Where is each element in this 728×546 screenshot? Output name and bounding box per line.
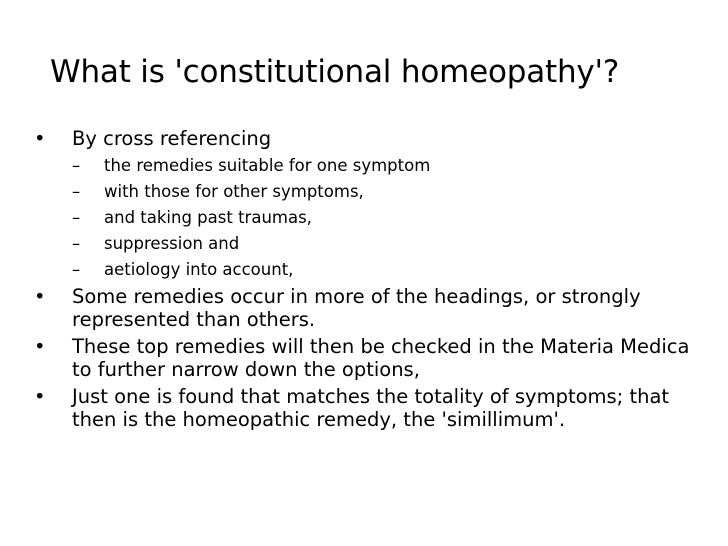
bullet-marker: •: [34, 285, 46, 308]
sub-bullet-text: the remedies suitable for one symptom: [104, 156, 431, 175]
bullet-text: Some remedies occur in more of the headings, or strongly represented than others.: [72, 285, 641, 331]
bullet-text: Just one is found that matches the totality of symptoms; that then is the homeopathic remedy, the 'simillimum'.: [72, 385, 670, 431]
sub-bullet-marker: –: [72, 260, 81, 279]
bullet-marker: •: [34, 385, 46, 408]
sub-bullet-marker: –: [72, 234, 81, 253]
sub-bullet-marker: –: [72, 156, 81, 175]
bullet-text: By cross referencing: [72, 127, 272, 150]
sub-bullet-item: [34, 155, 694, 176]
sub-bullet-list: [34, 155, 694, 280]
sub-bullet-item: [34, 233, 694, 254]
bullet-marker: •: [34, 335, 46, 358]
sub-bullet-item: [34, 259, 694, 280]
bullet-text: These top remedies will then be checked in the Materia Medica to further narrow down the options,: [72, 335, 690, 381]
sub-bullet-text: and taking past traumas,: [104, 208, 312, 227]
sub-bullet-item: [34, 207, 694, 228]
sub-bullet-marker: –: [72, 208, 81, 227]
slide-content: [34, 127, 694, 435]
slide-title: What is 'constitutional homeopathy'?: [50, 54, 620, 90]
bullet-item: [34, 335, 694, 381]
bullet-item: [34, 285, 694, 331]
sub-bullet-item: [34, 181, 694, 202]
sub-bullet-marker: –: [72, 182, 81, 201]
sub-bullet-text: suppression and: [104, 234, 240, 253]
bullet-item: [34, 385, 694, 431]
bullet-marker: •: [34, 127, 46, 150]
sub-bullet-text: aetiology into account,: [104, 260, 294, 279]
bullet-item: [34, 127, 694, 150]
sub-bullet-text: with those for other symptoms,: [104, 182, 364, 201]
